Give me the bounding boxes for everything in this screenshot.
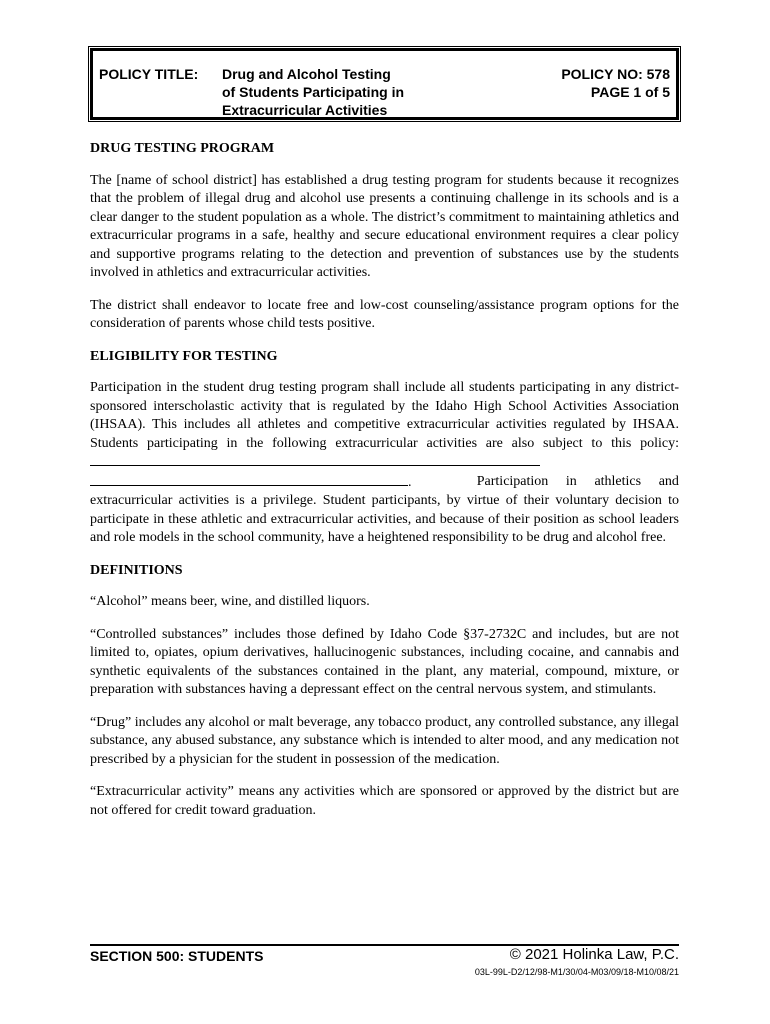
footer-revision-code: 03L-99L-D2/12/98-M1/30/04-M03/09/18-M10/08/21 xyxy=(474,967,679,977)
definition-extracurricular: “Extracurricular activity” means any activities which are sponsored or approved by the district but are not offered for credit toward graduation. xyxy=(90,784,679,818)
policy-title-label: POLICY TITLE: xyxy=(99,66,199,82)
definition-alcohol: “Alcohol” means beer, wine, and distilled liquors. xyxy=(90,594,370,609)
paragraph: The [name of school district] has established a drug testing program for students because it recognizes that the problem of illegal drug and alcohol use presents a continuing challenge in its schools and is a clear danger to the student population as a whole. The district’s commitment to maintaining athletics and extracurricular programs in a safe, healthy and secure educational environment requires a clear policy and supportive programs relating to the detection and prevention of substances use by the students involved in athletics and extracurricular activities. xyxy=(90,172,679,280)
policy-title-line: Extracurricular Activities xyxy=(222,102,388,118)
footer-copyright: © 2021 Holinka Law, P.C. xyxy=(509,946,679,963)
policy-header-box xyxy=(88,46,681,122)
policy-number: POLICY NO: 578 xyxy=(561,66,670,82)
policy-title xyxy=(222,65,404,119)
section-heading: DEFINITIONS xyxy=(90,562,183,578)
word: athletics xyxy=(594,473,642,489)
section-heading: DRUG TESTING PROGRAM xyxy=(90,141,275,156)
definition-drug: “Drug” includes any alcohol or malt beverage, any tobacco product, any controlled substance, any illegal substance, any abused substance, any substance which is intended to alter mood, and any medication not prescribed by a physician for the student in possession of the medication. xyxy=(90,714,679,767)
policy-title-line: of Students Participating in xyxy=(222,84,405,100)
policy-body xyxy=(90,140,679,834)
word: Participation xyxy=(476,473,549,489)
section-heading: ELIGIBILITY FOR TESTING xyxy=(90,348,278,364)
justified-line xyxy=(90,473,679,493)
eligibility-paragraph xyxy=(90,379,679,548)
period: . xyxy=(408,474,412,490)
page-number: PAGE 1 of 5 xyxy=(590,84,670,100)
paragraph: The district shall endeavor to locate free and low-cost counseling/assistance program options for the consideration of parents whose child tests positive. xyxy=(90,297,679,331)
blank-segment xyxy=(90,473,412,493)
footer-section-label: SECTION 500: STUDENTS xyxy=(90,948,264,964)
definition-controlled-substances: “Controlled substances” includes those defined by Idaho Code §37-2732C and includes, but are not limited to, opiates, opium derivatives, hallucinogenic substances, including cocaine, and cannabis and synthetic equivalents of the substances contained in the plant, any material, compound, mixture, or preparation with substances having a depressant effect on the central nervous system, and stimulants. xyxy=(90,626,679,697)
paragraph-text: Participation in the student drug testing program shall include all students participating in any district-sponsored interscholastic activity that is regulated by the Idaho High School Activities Association (IHSAA). This includes all athletes and competitive extracurricular activities regulated by IHSAA. Students participating in the following extracurricular activities are also subject to this policy: xyxy=(90,380,679,451)
word: in xyxy=(565,473,577,489)
policy-number-block xyxy=(561,65,670,101)
policy-title-line: Drug and Alcohol Testing xyxy=(222,66,391,82)
blank-fill-line[interactable] xyxy=(90,453,540,466)
word: and xyxy=(658,473,679,489)
paragraph-text: extracurricular activities is a privilege. Student participants, by virtue of their voluntary decision to participate in these athletic and extracurricular activities, and because of their position as school leaders and role models in the school community, have a heightened responsibility to be drug and alcohol free. xyxy=(90,493,679,545)
blank-fill-line[interactable] xyxy=(90,473,408,486)
